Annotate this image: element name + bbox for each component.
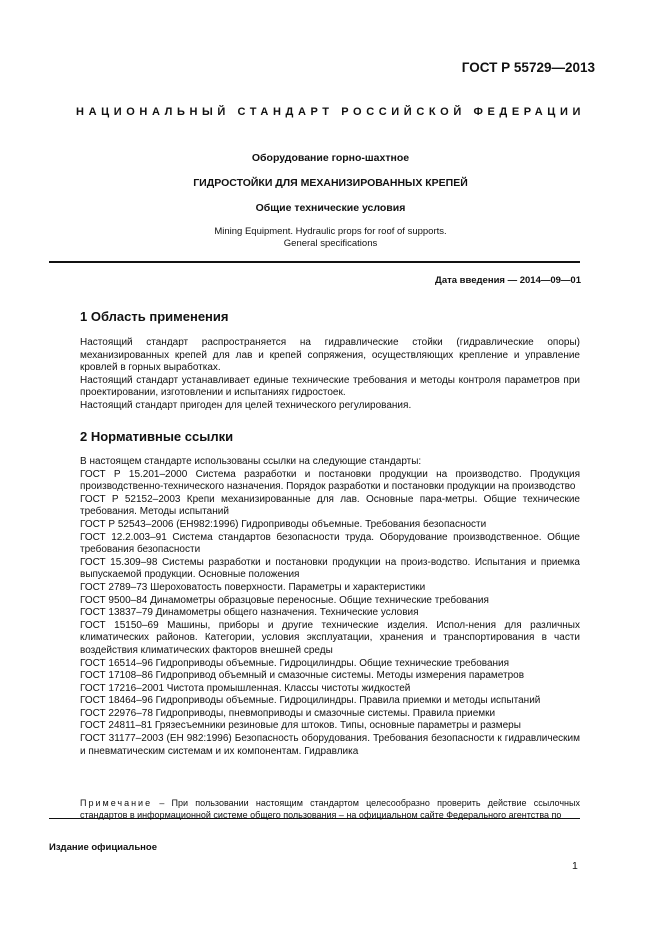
reference-item: ГОСТ 2789–73 Шероховатость поверхности. Параметры и характеристики [80, 581, 426, 593]
national-standard-heading: НАЦИОНАЛЬНЫЙ СТАНДАРТ РОССИЙСКОЙ ФЕДЕРАЦИИ [76, 106, 585, 118]
reference-item: ГОСТ Р 52152–2003 Крепи механизированные для лав. Основные пара-метры. Общие технические требования. Методы испытаний [80, 493, 580, 518]
section-2-heading: 2 Нормативные ссылки [80, 429, 234, 444]
section-1-heading: 1 Область применения [80, 309, 229, 324]
title-divider [49, 261, 580, 263]
reference-item: ГОСТ 16514–96 Гидроприводы объемные. Гидроцилиндры. Общие технические требования [80, 657, 510, 669]
title-english-line2: General specifications [283, 238, 378, 249]
title-main: ГИДРОСТОЙКИ ДЛЯ МЕХАНИЗИРОВАННЫХ КРЕПЕЙ [193, 177, 468, 189]
section-1-paragraph: Настоящий стандарт устанавливает единые технические требования и методы контроля параметров при проектировании, изготовлении и испытаниях гидростоек. [80, 374, 580, 399]
reference-item: ГОСТ 12.2.003–91 Система стандартов безопасности труда. Оборудование производственное. Общие требования безопасности [80, 531, 580, 556]
reference-item: ГОСТ 18464–96 Гидроприводы объемные. Гидроцилиндры. Правила приемки и методы испытаний [80, 695, 541, 707]
reference-item: ГОСТ 17108–86 Гидропривод объемный и смазочные системы. Методы измерения параметров [80, 670, 525, 682]
title-sub: Общие технические условия [255, 202, 406, 214]
references-intro: В настоящем стандарте использованы ссылки на следующие стандарты: [80, 456, 422, 467]
reference-item: ГОСТ 9500–84 Динамометры образцовые переносные. Общие технические требования [80, 594, 489, 606]
section-1-body [80, 337, 580, 413]
reference-item: ГОСТ 17216–2001 Чистота промышленная. Классы чистоты жидкостей [80, 682, 411, 694]
section-1-paragraph: Настоящий стандарт пригоден для целей технического регулирования. [80, 399, 412, 411]
title-english [0, 226, 661, 250]
reference-item: ГОСТ 15150–69 Машины, приборы и другие технические изделия. Испол-нения для различных климатических районов. Категории, условия эксплуатации, хранения и транспортирования в части воздействия климатических факторов внешней среды [80, 619, 580, 656]
note-text: – При пользовании настоящим стандартом целесообразно проверить действие ссылочных стандартов в информационной системе общего пользования – на официальном сайте Федерального агентства по [80, 798, 580, 820]
section-1-paragraph: Настоящий стандарт распространяется на гидравлические стойки (гидравлические опоры) механизированных крепей для лав и крепей сопряжения, осуществляющих крепление и управление кровлей в горных выработках. [80, 337, 580, 374]
title-english-line1: Mining Equipment. Hydraulic props for roof of supports. [214, 226, 447, 237]
reference-item: ГОСТ 13837–79 Динамометры общего назначения. Технические условия [80, 607, 419, 619]
page-number: 1 [572, 860, 578, 872]
reference-item: ГОСТ Р 52543–2006 (ЕН982:1996) Гидроприводы объемные. Требования безопасности [80, 518, 487, 530]
note-label: Примечание [80, 798, 153, 808]
document-code: ГОСТ Р 55729—2013 [461, 60, 595, 75]
introduction-date: Дата введения — 2014—09—01 [435, 275, 581, 286]
reference-item: ГОСТ 22976–78 Гидроприводы, пневмоприводы и смазочные системы. Правила приемки [80, 707, 496, 719]
normative-references-list [80, 456, 580, 758]
title-category: Оборудование горно-шахтное [251, 152, 410, 164]
reference-item: ГОСТ 31177–2003 (ЕН 982:1996) Безопасность оборудования. Требования безопасности к гидравлическим и пневматическим системам и их компонентам. Гидравлика [80, 733, 580, 757]
footer-divider [49, 818, 580, 819]
reference-item: ГОСТ 15.309–98 Системы разработки и постановки продукции на произ-водство. Испытания и приемка выпускаемой продукции. Основные положения [80, 556, 580, 581]
reference-item: ГОСТ Р 15.201–2000 Система разработки и постановки продукции на производство. Продукция производственно-технического назначения. Порядок разработки и постановки продукции на производство [80, 468, 580, 493]
reference-item: ГОСТ 24811–81 Грязесъемники резиновые для штоков. Типы, основные параметры и размеры [80, 720, 521, 732]
official-edition-label: Издание официальное [49, 842, 157, 853]
